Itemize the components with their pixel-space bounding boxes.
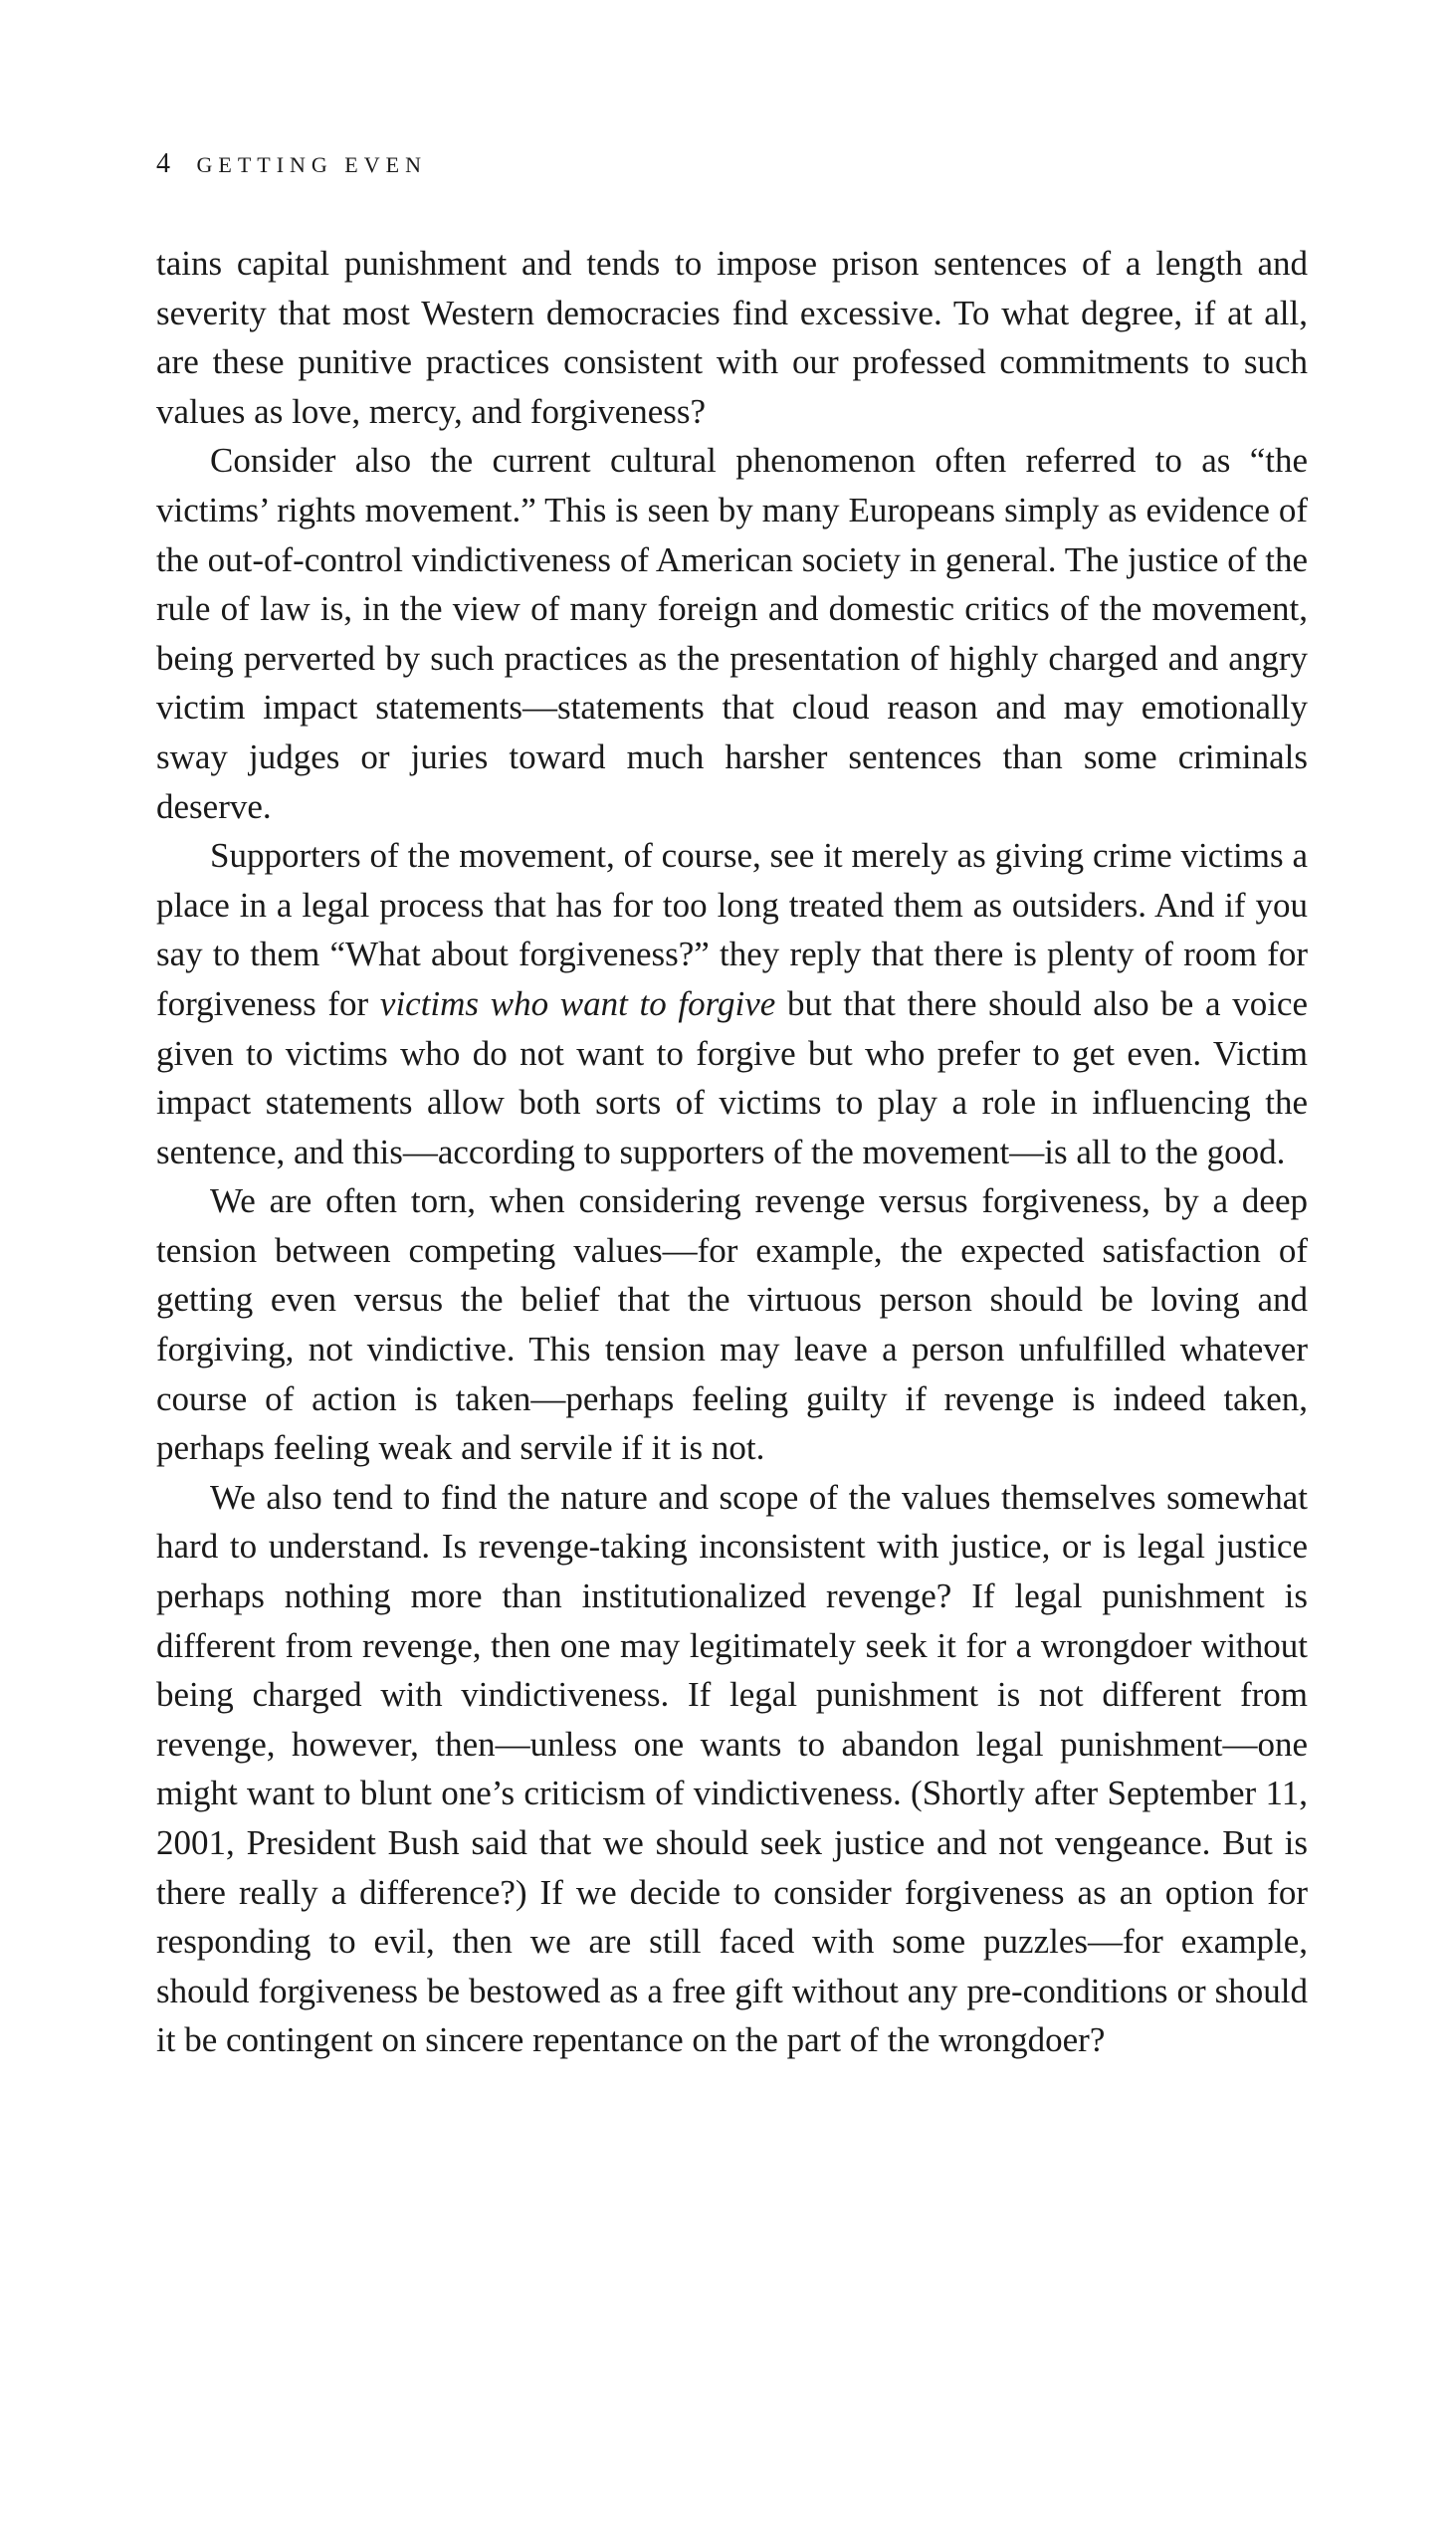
body-text [156, 239, 1308, 2065]
paragraph-5: We also tend to find the nature and scope of the values themselves somewhat hard to understand. Is revenge-taking inconsistent with justice, or is legal justice perhaps nothing more than institutionalized revenge? If legal punishment is different from revenge, then one may legitimately seek it for a wrongdoer without being charged with vindictiveness. If legal punishment is not different from revenge, however, then—unless one wants to abandon legal punishment—one might want to blunt one’s criticism of vindictiveness. (Shortly after September 11, 2001, President Bush said that we should seek justice and not vengeance. But is there really a difference?) If we decide to consider forgiveness as an option for responding to evil, then we are still faced with some puzzles—for example, should forgiveness be bestowed as a free gift without any pre-conditions or should it be contingent on sincere repentance on the part of the wrongdoer? [156, 1477, 1308, 2060]
paragraph-1: tains capital punishment and tends to impose prison sentences of a length and severity that most Western democracies find excessive. To what degree, if at all, are these punitive practices consistent with our professed commitments to such values as love, mercy, and forgiveness? [156, 244, 1308, 431]
paragraph-4: We are often torn, when considering revenge versus forgiveness, by a deep tension between competing values—for example, the expected satisfaction of getting even versus the belief that the virtuous person should be loving and forgiving, not vindictive. This tension may leave a person unfulfilled whatever course of action is taken—perhaps feeling guilty if revenge is indeed taken, perhaps feeling weak and servile if it is not. [156, 1181, 1308, 1468]
paragraph-3-text-before: Supporters of the movement, of course, see it merely as giving crime victims a place in a legal process that has for too long treated them as outsiders. And if you say to them “What about forgiveness?” they reply that there is plenty of room for forgiveness for [156, 836, 1308, 1023]
paragraph-3-text-after: but that there should also be a voice given to victims who do not want to forgive but who prefer to get even. Victim impact statements allow both sorts of victims to play a role in influencing the sentence, and this—according to supporters of the movement—is all to the good. [156, 983, 1308, 1171]
page-number: 4 [156, 148, 170, 179]
chapter-title: GETTING EVEN [196, 152, 427, 177]
paragraph-2: Consider also the current cultural phenomenon often referred to as “the victims’ rights movement.” This is seen by many Europeans simply as evidence of the out-of-control vindictiveness of American society in general. The justice of the rule of law is, in the view of many foreign and domestic critics of the movement, being perverted by such practices as the presentation of highly charged and angry victim impact statements—statements that cloud reason and may emotionally sway judges or juries toward much harsher sentences than some criminals deserve. [156, 441, 1308, 826]
paragraph-3 [156, 831, 1308, 1176]
paragraph-3-italic-phrase: victims who want to forgive [379, 983, 776, 1023]
running-head [156, 149, 427, 180]
